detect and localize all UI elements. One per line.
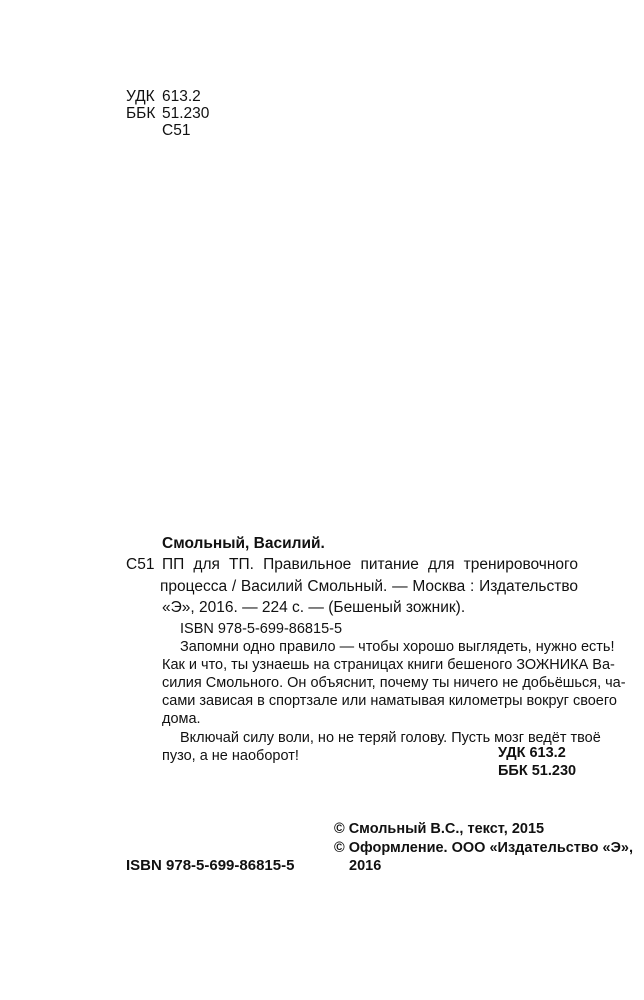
annotation-line: Запомни одно правило — чтобы хорошо выглядеть, нужно есть! xyxy=(180,639,615,655)
description-line: процесса / Василий Смольный. — Москва : Издательство xyxy=(160,577,578,595)
annotation-line: Включай силу воли, но не теряй голову. Пусть мозг ведёт твоё xyxy=(180,730,601,746)
top-classification xyxy=(126,88,246,139)
bbk-label: ББК xyxy=(126,105,156,122)
card-classification xyxy=(498,744,576,780)
annotation-line: пузо, а не наоборот! xyxy=(162,748,299,764)
udk-label: УДК xyxy=(126,88,155,105)
bibliographic-description xyxy=(162,554,578,619)
udk-row xyxy=(126,88,246,105)
card-udk: УДК 613.2 xyxy=(498,745,566,761)
author-mark-top: С51 xyxy=(162,122,191,139)
card-isbn: ISBN 978-5-699-86815-5 xyxy=(180,621,343,637)
copyright-design: © Оформление. ООО «Издательство «Э», xyxy=(334,839,633,856)
copyright-design-year: 2016 xyxy=(349,858,382,874)
author-heading: Смольный, Василий. xyxy=(162,535,325,552)
description-line: «Э», 2016. — 224 с. — (Бешеный зожник). xyxy=(162,599,466,616)
annotation-line: сами зависая в спортзале или наматывая километры вокруг своего xyxy=(162,693,617,709)
udk-value: 613.2 xyxy=(162,88,201,105)
annotation-line: силия Смольного. Он объяснит, почему ты ничего не добьёшься, ча- xyxy=(162,675,626,691)
author-mark: С51 xyxy=(126,556,155,573)
footer-isbn: ISBN 978-5-699-86815-5 xyxy=(126,857,295,874)
card-bbk: ББК 51.230 xyxy=(498,763,577,779)
description-line: ПП для ТП. Правильное питание для тренировочного xyxy=(162,556,578,573)
copyright-text: © Смольный В.С., текст, 2015 xyxy=(334,821,545,837)
bbk-value: 51.230 xyxy=(162,105,210,122)
annotation-line: Как и что, ты узнаешь на страницах книги бешеного ЗОЖНИКА Ва- xyxy=(162,657,615,673)
bbk-row xyxy=(126,105,246,122)
author-mark-row xyxy=(126,122,246,139)
copyright-block xyxy=(334,820,633,876)
annotation-line: дома. xyxy=(162,711,201,727)
